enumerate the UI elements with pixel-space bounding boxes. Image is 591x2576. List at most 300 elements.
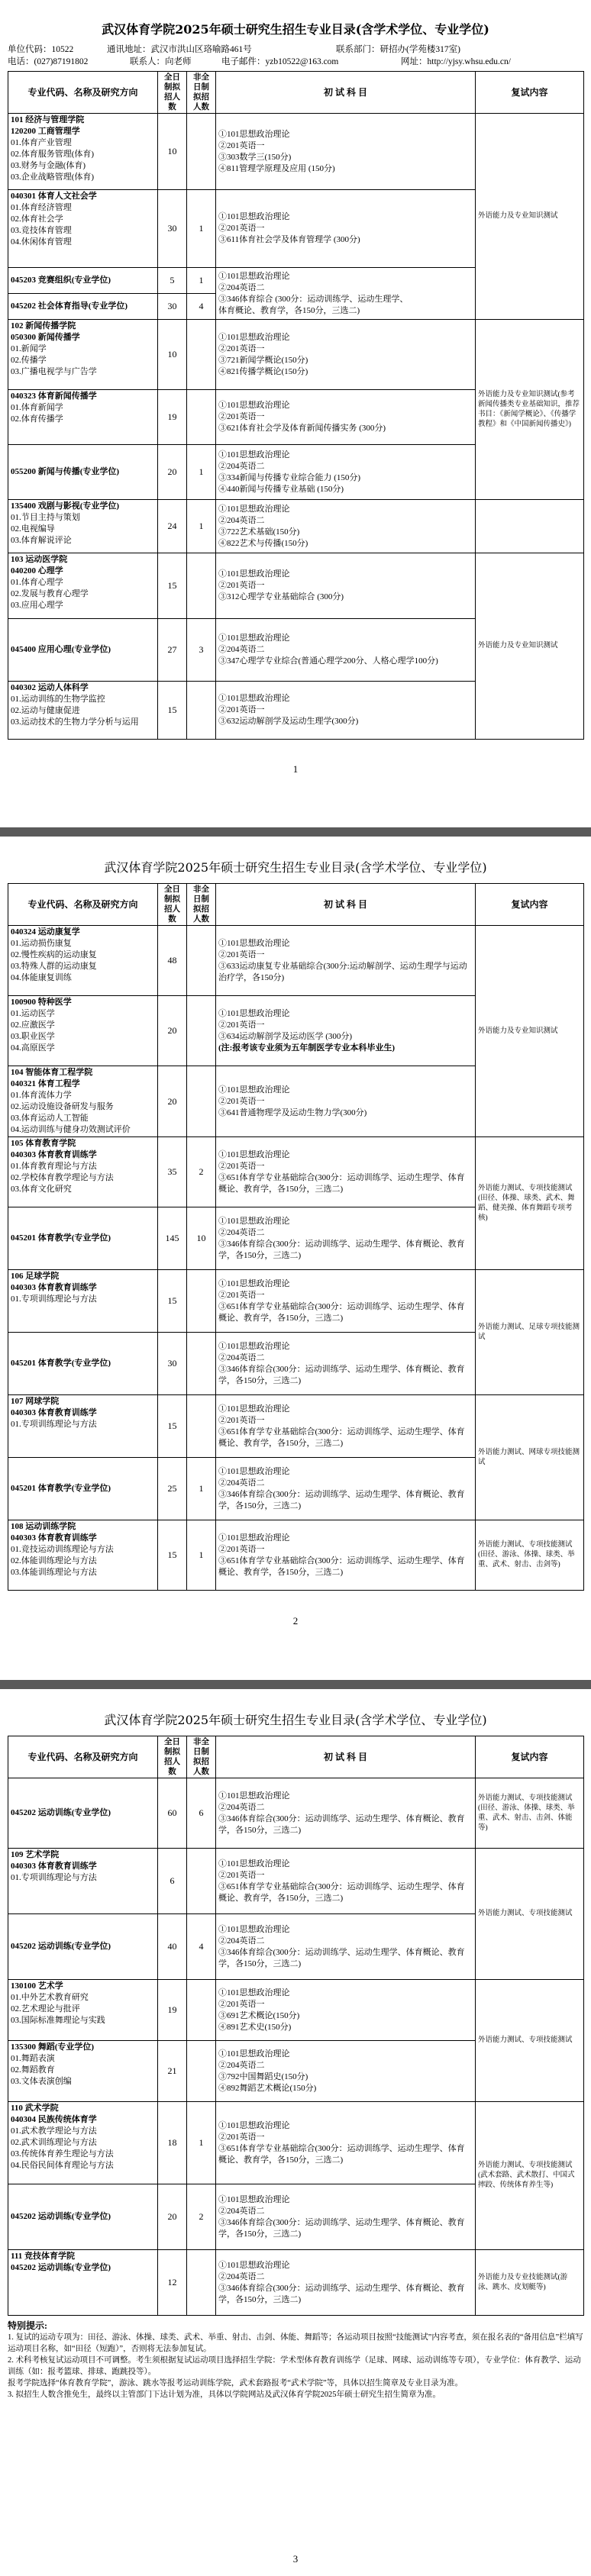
exam-subject: ②201英语一 [218,224,265,233]
major-name: 040303 体育教育训练学 [11,1150,97,1159]
exam-subject: ①101思想政治理论 [218,2260,290,2270]
total-count: 27 [158,619,187,682]
total-count: 15 [158,553,187,619]
direction: 04.体能康复训练 [11,973,72,982]
exam-subject: 体育概论、教育学，各150分，三选二) [218,305,360,315]
page-number: 2 [292,1615,299,1627]
exam-subject: ①101思想政治理论 [218,938,290,948]
exam-subject: ①101思想政治理论 [218,1341,290,1351]
total-count: 21 [158,2041,187,2102]
direction: 03.应用心理学 [11,601,63,610]
exam-subject: ①101思想政治理论 [218,1466,290,1476]
direction: 03.特殊人群的运动康复 [11,962,97,971]
exam-subject: ③651体育学专业基础综合(300分：运动训练学、运动生理学、体育概论、教育学，各150分，三选二) [218,1172,465,1194]
catalog-table [8,883,584,1591]
exam-subject: ②204英语二 [218,1802,265,1812]
exam-subject: ②204英语二 [218,2060,265,2070]
major-name: 135300 舞蹈(专业学位) [11,2042,95,2052]
exam-subject: ③347心理学专业综合(普通心理学200分、人格心理学100分) [218,656,438,666]
catalog-table [8,1736,584,2316]
nonfull-count: 1 [187,500,216,553]
nonfull-count [187,1980,216,2041]
phone: 电话：(027)87191802 [8,57,89,66]
direction: 03.体育解说评论 [11,536,72,545]
retest-content: 外语能力及专业知识测试(参考新闻传播类专业基础知识，推荐书目：《新闻学概论》、《传播学教程》和《中国新闻传播史》) [476,320,584,500]
major-name: 120200 工商管理学 [11,127,80,136]
exam-subject: ①101思想政治理论 [218,1085,290,1095]
header-direction: 专业代码、名称及研究方向 [8,884,158,926]
exam-subject: ③303数学三(150分) [218,152,292,162]
retest-content: 外语能力及专业知识测试 [476,114,584,320]
exam-subject: ③621体育社会学及体育新闻传播实务 (300分) [218,424,386,433]
direction: 02.体育社会学 [11,214,63,224]
table-row [8,1395,584,1458]
exam-subject: ②201英语一 [218,1020,265,1030]
exam-subject: ④822艺术与传播(150分) [218,538,308,548]
major-name: 100900 特种医学 [11,998,72,1007]
major-name: 130100 艺术学 [11,1981,63,1991]
header-direction: 专业代码、名称及研究方向 [8,72,158,114]
retest-content: 外语能力测试、专项技能测试 [476,1980,584,2102]
notes-heading: 特别提示: [8,2320,47,2331]
header-exam: 初 试 科 目 [216,884,476,926]
direction: 01.新闻学 [11,344,47,353]
major-name: 040301 体育人文社会学 [11,192,97,201]
total-count: 10 [158,114,187,190]
school-name: 101 经济与管理学院 [11,115,85,124]
exam-subject: ④821传播学概论(150分) [218,366,308,376]
school-name: 107 网球学院 [11,1397,60,1406]
note-item: 报考学院选择“体育教育学院”，游泳、跳水等报考运动训练学院，武术套路报考“武术学院”等，具体以招生简章及专业目录为准。 [8,2379,463,2387]
exam-subject: ①101思想政治理论 [218,1859,290,1868]
exam-subject: ③346体育综合(300分：运动训练学、运动生理学、体育概论、教育学，各150分，三选二) [218,1814,465,1835]
table-row [8,1137,584,1207]
major-name: 045202 运动训练(专业学位) [8,2184,158,2250]
total-count: 18 [158,2102,187,2184]
exam-subject: ③691艺术概论(150分) [218,2010,300,2020]
exam-subject: ②201英语一 [218,949,265,959]
table-row [8,1270,584,1333]
total-count: 24 [158,500,187,553]
direction: 03.国际标准舞理论与实践 [11,2016,105,2025]
direction: 02.体育服务管理(体育) [11,150,95,159]
nonfull-count: 3 [187,619,216,682]
exam-subject: ②204英语二 [218,282,265,292]
nonfull-count: 6 [187,1778,216,1849]
total-count: 20 [158,445,187,500]
major-name: 040303 体育教育训练学 [11,1283,97,1292]
direction: 02.传播学 [11,356,47,365]
exam-subject: ③722艺术基础(150分) [218,527,300,537]
major-name: 040304 民族传统体育学 [11,2115,97,2124]
header-total: 全日制拟招人数 [158,884,187,926]
direction: 03.传统体育养生理论与方法 [11,2149,114,2158]
exam-subject: ③651体育学专业基础综合(300分：运动训练学、运动生理学、体育概论、教育学，各150分，三选二) [218,1301,465,1323]
table-row [8,1980,584,2041]
page-title: 武汉体育学院2025年硕士研究生招生专业目录(含学术学位、专业学位) [104,860,487,875]
direction: 02.学校体育教学理论与方法 [11,1173,114,1182]
direction: 04.高原医学 [11,1043,55,1053]
nonfull-count [187,114,216,190]
contact-info [8,44,583,68]
exam-subject: ②204英语二 [218,2206,265,2216]
page-title: 武汉体育学院2025年硕士研究生招生专业目录(含学术学位、专业学位) [104,1713,487,1727]
direction: 03.广播电视学与广告学 [11,367,97,376]
total-count: 19 [158,390,187,445]
nonfull-count: 10 [187,1207,216,1270]
header-exam: 初 试 科 目 [216,1736,476,1778]
major-name: 045202 运动训练(专业学位) [8,1914,158,1980]
website-link[interactable]: 网址：http://yjsy.whsu.edu.cn/ [401,57,511,66]
table-row [8,553,584,619]
exam-subject: ②201英语一 [218,343,265,353]
direction: 01.体育经济管理 [11,203,72,212]
direction: 01.体育新闻学 [11,403,63,412]
nonfull-count [187,1849,216,1914]
direction: 01.舞蹈表演 [11,2054,55,2063]
school-name: 110 武术学院 [11,2104,59,2113]
major-name: 040323 体育新闻传播学 [11,392,97,401]
total-count: 10 [158,320,187,390]
school-name: 108 运动训练学院 [11,1522,76,1531]
exam-subject: ①101思想政治理论 [218,1924,290,1934]
major-name: 045201 体育教学(专业学位) [8,1207,158,1270]
header-exam: 初 试 科 目 [216,72,476,114]
direction: 03.体能训练理论与方法 [11,1568,97,1577]
school-name: 104 智能体育工程学院 [11,1068,93,1077]
direction: 01.体育教育理论与方法 [11,1162,97,1171]
direction: 02.电视编导 [11,524,55,534]
note-item: 1. 复试的运动专项为：田径、游泳、体操、球类、武术、举重、射击、击剑、体能、舞蹈等；各运动项目按照“技能测试”内容考查，须在报名表的“备用信息”栏填写运动项目名称，如“田径（短跑）”，否则将无法参加复试。 [8,2333,583,2353]
direction: 03.运动技术的生物力学分析与运用 [11,717,139,727]
exam-subject: ②201英语一 [218,1870,265,1880]
exam-subject: ①101思想政治理论 [218,1404,290,1414]
nonfull-count: 1 [187,190,216,268]
page-2 [0,837,591,1680]
nonfull-count [187,390,216,445]
nonfull-count: 1 [187,445,216,500]
direction: 03.企业战略管理(体育) [11,172,95,182]
exam-subject: ③346体育综合(300分：运动训练学、运动生理学、体育概论、教育学，各150分，三选二) [218,2217,465,2239]
major-name: 040303 体育教育训练学 [11,1408,97,1417]
exam-subject: ①101思想政治理论 [218,694,290,703]
retest-content: 外语能力测试、网球专项技能测试 [476,1395,584,1520]
exam-subject: ③611体育社会学及体育管理学 (300分) [218,235,360,244]
nonfull-count [187,1333,216,1395]
exam-subject: ③651体育学专业基础综合(300分：运动训练学、运动生理学、体育概论、教育学，各150分，三选二) [218,1881,465,1903]
direction: 04.民俗民间体育理论与方法 [11,2161,114,2170]
exam-subject: ①101思想政治理论 [218,271,290,281]
direction: 02.运动与健康促进 [11,706,80,715]
exam-subject: ④892舞蹈艺术概论(150分) [218,2083,317,2093]
exam-subject: ①101思想政治理论 [218,1988,290,1997]
header-retest: 复试内容 [476,1736,584,1778]
major-name: 040303 体育教育训练学 [11,1533,97,1543]
major-name: 040324 运动康复学 [11,927,80,937]
exam-note: (注:报考该专业须为五年制医学专业本科毕业生) [218,1043,395,1053]
exam-subject: ②204英语二 [218,1352,265,1362]
page-1 [0,0,591,827]
exam-subject: ①101思想政治理论 [218,2049,290,2059]
nonfull-count [187,553,216,619]
retest-content [476,500,584,553]
exam-subject: ③346体育综合 (300分：运动训练学、运动生理学、 [218,294,409,304]
exam-subject: ④440新闻与传播专业基础 (150分) [218,484,344,494]
exam-subject: ②204英语二 [218,1936,265,1946]
retest-content: 外语能力及专业知识测试 [476,553,584,740]
direction: 01.专项训练理论与方法 [11,1420,97,1429]
retest-content: 外语能力及专业技能测试(游泳、跳水、皮划艇等) [476,2250,584,2316]
exam-subject: ③334新闻与传播专业综合能力 (150分) [218,472,361,482]
direction: 01.运动训练的生物学监控 [11,695,105,704]
nonfull-count: 1 [187,1458,216,1520]
direction: 03.体育运动人工智能 [11,1114,89,1123]
retest-content: 外语能力测试、专项技能测试 [476,1849,584,1980]
table-row [8,926,584,996]
contact-dept: 联系部门：研招办(学苑楼317室) [336,45,460,54]
direction: 04.运动训练与健身功效测试评价 [11,1125,131,1134]
exam-subject: ①101思想政治理论 [218,1149,290,1159]
exam-subject: ②204英语二 [218,1478,265,1488]
page-number: 1 [292,763,299,775]
header-total: 全日制拟招人数 [158,1736,187,1778]
retest-content: 外语能力测试、专项技能测试(田径、游泳、体操、球类、举重、武术、射击、击剑、体能等) [476,1778,584,1849]
direction: 01.专项训练理论与方法 [11,1873,97,1882]
major-name: 040321 体育工程学 [11,1079,80,1088]
direction: 02.武术训练理论与方法 [11,2138,97,2147]
major-name: 045201 体育教学(专业学位) [8,1333,158,1395]
direction: 01.体育心理学 [11,578,63,587]
total-count: 15 [158,1270,187,1333]
exam-subject: ②204英语二 [218,1227,265,1237]
page-3 [0,1689,591,2576]
nonfull-count [187,926,216,996]
exam-subject: ①101思想政治理论 [218,1533,290,1543]
total-count: 48 [158,926,187,996]
table-row [8,1520,584,1591]
exam-subject: ③651体育学专业基础综合(300分：运动训练学、运动生理学、体育概论、教育学，各150分，三选二) [218,2143,465,2165]
direction: 02.艺术理论与批评 [11,2004,80,2013]
table-row [8,1778,584,1849]
exam-subject: ③641普通物理学及运动生物力学(300分) [218,1107,367,1117]
exam-subject: ③312心理学专业基础综合 (300分) [218,592,344,601]
unit-code: 单位代码：10522 [8,45,74,54]
direction: 02.发展与教育心理学 [11,589,89,598]
total-count: 60 [158,1778,187,1849]
school-name: 102 新闻传播学院 [11,321,76,330]
exam-subject: ③346体育综合(300分：运动训练学、运动生理学、体育概论、教育学，各150分，三选二) [218,1489,465,1510]
email: 电子邮件：yzb10522@163.com [221,57,339,66]
nonfull-count [187,682,216,740]
retest-content: 外语能力及专业知识测试 [476,926,584,1137]
exam-subject: ②201英语一 [218,2132,265,2142]
exam-subject: ①101思想政治理论 [218,569,290,579]
page-title: 武汉体育学院2025年硕士研究生招生专业目录(含学术学位、专业学位) [102,22,489,37]
school-name: 106 足球学院 [11,1272,60,1281]
nonfull-count: 1 [187,2102,216,2184]
exam-subject: ②201英语一 [218,1544,265,1554]
retest-content: 外语能力测试、专项技能测试(田径、游泳、体操、球类、举重、武术、射击、击剑等) [476,1520,584,1591]
total-count: 19 [158,1980,187,2041]
exam-subject: ②204英语二 [218,645,265,654]
major-name: 050300 新闻传播学 [11,333,80,342]
exam-subject: ①101思想政治理论 [218,634,290,643]
exam-subject: ②201英语一 [218,1999,265,2009]
page-number: 3 [292,2553,299,2565]
nonfull-count [187,2041,216,2102]
table-row [8,1849,584,1914]
catalog-table [8,71,584,740]
table-row [8,320,584,390]
exam-subject: ③651体育学专业基础综合(300分：运动训练学、运动生理学、体育概论、教育学，各150分，三选二) [218,1556,465,1577]
exam-subject: ②201英语一 [218,581,265,590]
retest-content: 外语能力测试、专项技能测试(武术套路、武术散打、中国式摔跤、传统体育养生等) [476,2102,584,2250]
total-count: 15 [158,682,187,740]
major-name: 045201 体育教学(专业学位) [8,1458,158,1520]
exam-subject: ③634运动解剖学及运动医学 (300分) [218,1031,353,1041]
direction: 01.专项训练理论与方法 [11,1294,97,1304]
address: 通讯地址：武汉市洪山区珞喻路461号 [107,45,252,54]
school-name: 111 竞技体育学院 [11,2252,76,2261]
exam-subject: ③721新闻学概论(150分) [218,355,308,365]
direction: 02.运动设施设备研发与服务 [11,1102,114,1111]
exam-subject: ②204英语二 [218,2271,265,2281]
exam-subject: ②201英语一 [218,1290,265,1300]
direction: 03.体育文化研究 [11,1185,72,1194]
total-count: 5 [158,268,187,294]
exam-subject: ①101思想政治理论 [218,504,290,514]
total-count: 15 [158,1520,187,1591]
total-count: 145 [158,1207,187,1270]
header-nonfull: 非全日制拟招人数 [187,884,216,926]
total-count: 20 [158,2184,187,2250]
header-total: 全日制拟招人数 [158,72,187,114]
exam-subject: ③346体育综合(300分：运动训练学、运动生理学、体育概论、教育学，各150分，三选二) [218,1947,465,1968]
nonfull-count: 2 [187,1137,216,1207]
nonfull-count [187,2250,216,2316]
major-name: 055200 新闻与传播(专业学位) [8,445,158,500]
exam-subject: ②201英语一 [218,705,265,714]
major-name: 045202 运动训练(专业学位) [8,1778,158,1849]
direction: 03.财务与金融(体育) [11,161,86,170]
direction: 01.运动损伤康复 [11,939,72,948]
major-name: 045202 运动训练(专业学位) [11,2263,111,2272]
exam-subject: ③346体育综合(300分：运动训练学、运动生理学、体育概论、教育学，各150分，三选二) [218,1364,465,1385]
direction: 01.中外艺术教育研究 [11,1993,89,2002]
table-row [8,114,584,190]
exam-subject: ①101思想政治理论 [218,1791,290,1801]
direction: 01.武术教学理论与方法 [11,2126,97,2136]
exam-subject: ③651体育学专业基础综合(300分：运动训练学、运动生理学、体育概论、教育学，各150分，三选二) [218,1427,465,1448]
nonfull-count: 2 [187,2184,216,2250]
direction: 03.职业医学 [11,1032,55,1041]
exam-subject: ①101思想政治理论 [218,2120,290,2130]
exam-subject: ①101思想政治理论 [218,212,290,221]
exam-subject: ①101思想政治理论 [218,332,290,342]
exam-subject: ②201英语一 [218,1096,265,1106]
total-count: 25 [158,1458,187,1520]
total-count: 30 [158,294,187,320]
note-item: 3. 拟招生人数含推免生，最终以主管部门下达计划为准，具体以学院网站及武汉体育学院2025年硕士研究生招生简章为准。 [8,2391,441,2399]
direction: 01.竞技运动训练理论与方法 [11,1545,114,1554]
direction: 02.应激医学 [11,1020,55,1030]
exam-subject: ③633运动康复专业基础综合(300分:运动解剖学、运动生理学与运动治疗学，各150分) [218,961,467,982]
direction: 02.体能训练理论与方法 [11,1556,97,1565]
exam-subject: ②201英语一 [218,1415,265,1425]
table-row [8,2250,584,2316]
nonfull-count: 1 [187,268,216,294]
header-nonfull: 非全日制拟招人数 [187,72,216,114]
total-count: 12 [158,2250,187,2316]
direction: 01.节目主持与策划 [11,513,80,522]
direction: 01.体育产业管理 [11,138,72,147]
direction: 01.运动医学 [11,1009,55,1018]
header-nonfull: 非全日制拟招人数 [187,1736,216,1778]
direction: 03.文体表演创编 [11,2077,72,2086]
exam-subject: ④891艺术史(150分) [218,2022,292,2032]
major-name: 045400 应用心理(专业学位) [8,619,158,682]
total-count: 30 [158,1333,187,1395]
direction: 04.休闲体育管理 [11,237,72,247]
retest-content: 外语能力测试、专项技能测试(田径、体操、球类、武术、舞蹈、健美操、体育舞蹈专项考核) [476,1137,584,1270]
total-count: 15 [158,1395,187,1458]
header-retest: 复试内容 [476,884,584,926]
school-name: 103 运动医学院 [11,555,68,564]
nonfull-count [187,1066,216,1137]
exam-subject: ①101思想政治理论 [218,1278,290,1288]
major-name: 040302 运动人体科学 [11,683,89,692]
nonfull-count: 1 [187,1520,216,1591]
major-name: 045202 社会体育指导(专业学位) [8,294,158,320]
major-name: 040200 心理学 [11,566,63,575]
header-retest: 复试内容 [476,72,584,114]
nonfull-count [187,1395,216,1458]
note-item: 2. 术科考核复试运动项目不可调整。考生须根据复试运动项目选择招生学院：学术型体育教育训练学（足球、网球、运动训练等专项），专业学位：体育教学、运动训练（如：报考篮球、排球、跑跳投等）。 [8,2356,581,2376]
total-count: 20 [158,1066,187,1137]
table-row [8,2102,584,2184]
header-direction: 专业代码、名称及研究方向 [8,1736,158,1778]
exam-subject: ②201英语一 [218,412,265,421]
exam-subject: ②201英语一 [218,1161,265,1171]
exam-subject: ③792中国舞蹈史(150分) [218,2071,308,2081]
total-count: 30 [158,190,187,268]
nonfull-count [187,1270,216,1333]
nonfull-count: 4 [187,1914,216,1980]
major-name: 135400 戏剧与影视(专业学位) [11,501,120,511]
major-name: 045203 竞赛组织(专业学位) [8,268,158,294]
direction: 02.舞蹈教育 [11,2065,55,2075]
total-count: 6 [158,1849,187,1914]
school-name: 105 体育教育学院 [11,1139,76,1148]
exam-subject: ②201英语一 [218,140,265,150]
retest-content: 外语能力测试、足球专项技能测试 [476,1270,584,1395]
total-count: 20 [158,996,187,1066]
exam-subject: ①101思想政治理论 [218,1008,290,1018]
exam-subject: ①101思想政治理论 [218,1216,290,1226]
nonfull-count [187,320,216,390]
direction: 03.竞技体育管理 [11,226,72,235]
exam-subject: ②204英语二 [218,515,265,525]
exam-subject: ③346体育综合(300分：运动训练学、运动生理学、体育概论、教育学，各150分，三选二) [218,2283,465,2304]
total-count: 35 [158,1137,187,1207]
exam-subject: ①101思想政治理论 [218,129,290,139]
exam-subject: ②204英语二 [218,461,265,471]
total-count: 40 [158,1914,187,1980]
school-name: 109 艺术学院 [11,1850,60,1859]
major-name: 040303 体育教育训练学 [11,1862,97,1871]
direction: 02.体育传播学 [11,414,63,424]
contact-person: 联系人：向老师 [130,57,192,66]
